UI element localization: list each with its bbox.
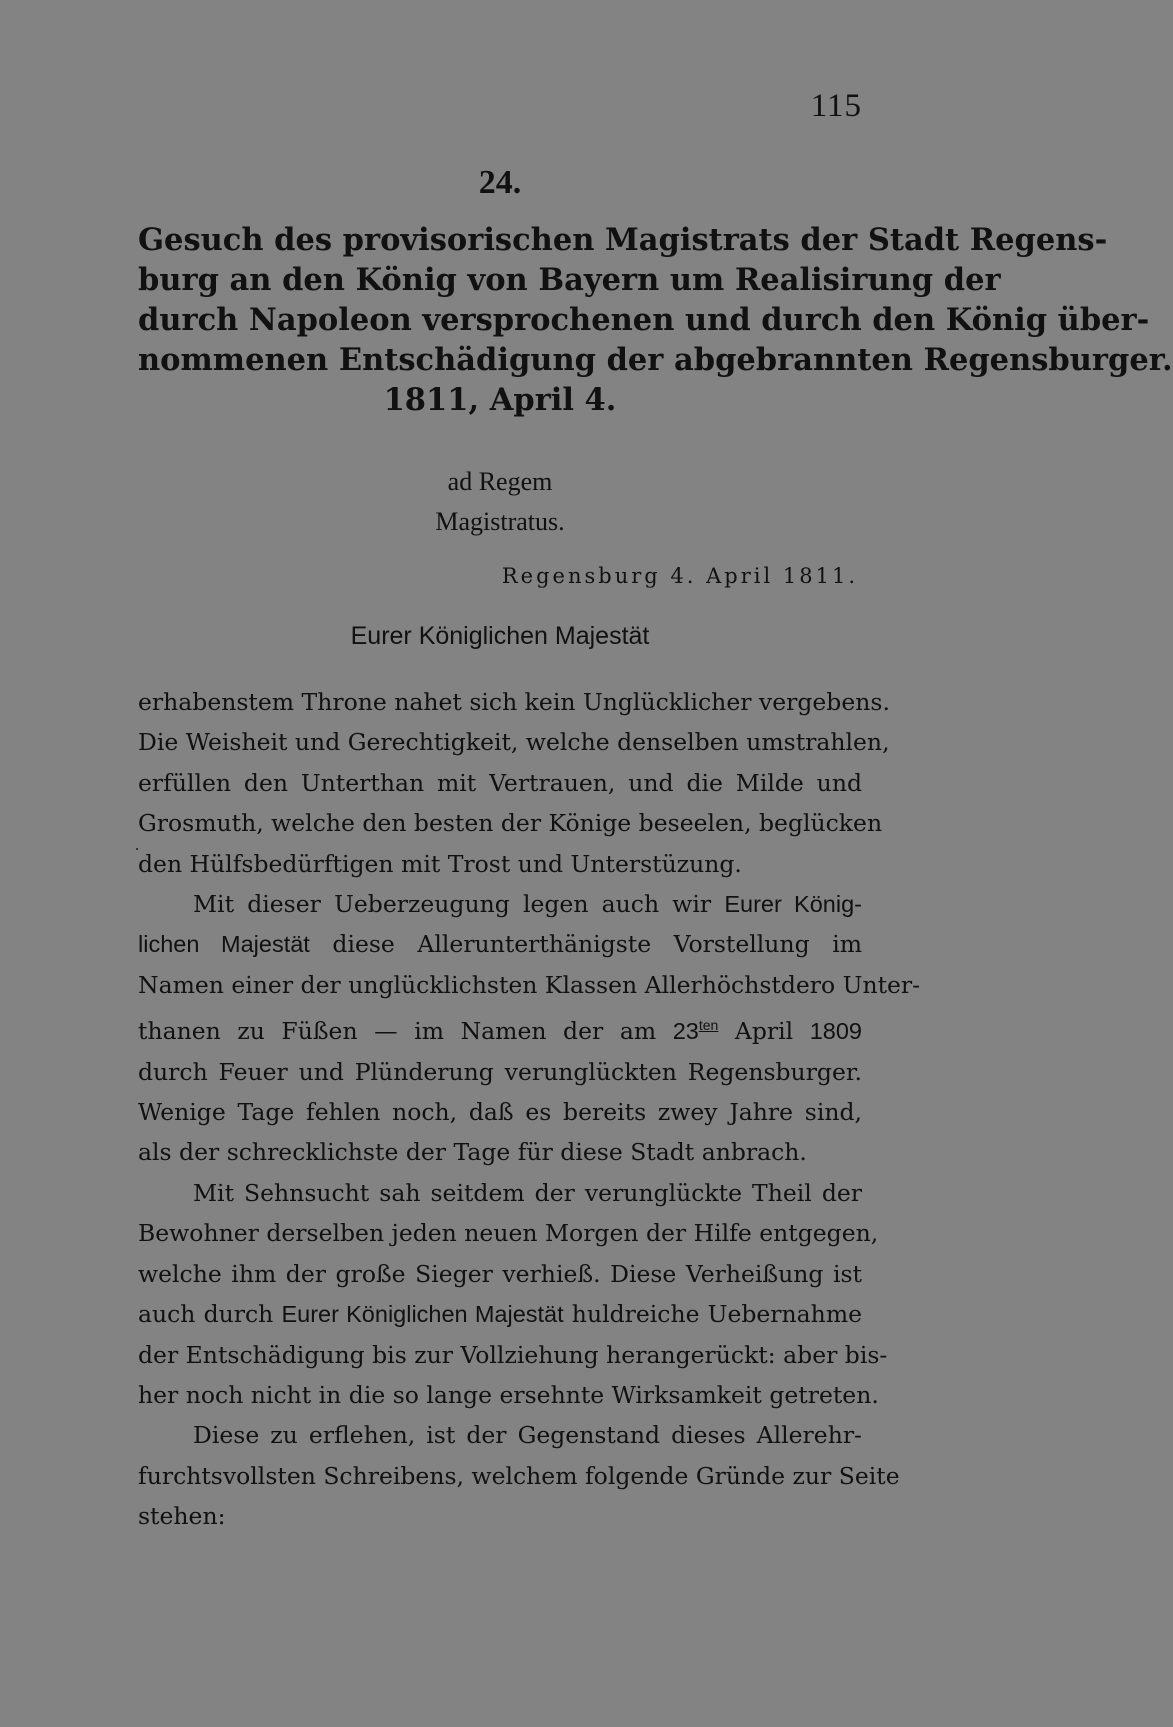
text-segment: diese Allerunterthänigste Vorstellung im [309,930,862,959]
latin-segment: 1809 [809,1018,862,1045]
latin-segment: Eurer König- [724,891,862,918]
page-number: 115 [810,88,862,124]
document-number: 24. [478,164,522,201]
text-segment: April [718,1017,810,1046]
title-line: Gesuch des provisorischen Magistrats der Stadt Regens- [138,222,1108,258]
text-line: Die Weisheit und Gerechtigkeit, welche denselben umstrahlen, [138,728,890,757]
title-line: durch Napoleon versprochenen und durch den König über- [138,302,1150,338]
text-line: stehen: [138,1502,226,1531]
title-line: nommenen Entschädigung der abgebrannten Regensburger. [138,342,1173,378]
ordinal-suffix: ten [698,1017,719,1034]
text-line: Mit Sehnsucht sah seitdem der verunglückte Theil der [193,1178,862,1207]
text-segment: thanen zu Füßen — im Namen der am [138,1017,673,1046]
text-line [138,924,862,964]
text-line: welche ihm der große Sieger verhieß. Diese Verheißung ist [138,1259,862,1288]
latin-segment: lichen Majestät [138,931,310,958]
text-line: erhabenstem Throne nahet sich kein Unglücklicher vergebens. [138,688,890,716]
text-line: als der schrecklichste der Tage für diese Stadt anbrach. [138,1138,807,1167]
document-title [138,220,1173,420]
text-line: durch Feuer und Plünderung verunglückten Regensburger. [138,1057,862,1086]
text-line: her noch nicht in die so lange ersehnte Wirksamkeit getreten. [138,1380,879,1409]
text-line: Grosmuth, welche den besten der Könige beseelen, beglücken [138,809,883,838]
title-date: 1811, April 4. [383,382,617,418]
letter-body [138,682,921,1537]
text-line: den Hülfsbedürftigen mit Trost und Unterstüzung. [138,849,742,878]
latin-segment: 23 [672,1018,699,1045]
dateline: Regensburg 4. April 1811. [501,564,858,588]
text-line: erfüllen den Unterthan mit Vertrauen, und die Milde und [138,768,862,797]
text-line: furchtsvollsten Schreibens, welchem folgende Gründe zur Seite [138,1461,900,1490]
text-segment: Mit dieser Ueberzeugung legen auch wir [193,890,725,919]
text-line: der Entschädigung bis zur Vollziehung herangerückt: aber bis- [138,1340,888,1369]
text-line: Namen einer der unglücklichsten Klassen Allerhöchstdero Unter- [138,970,921,999]
text-line: Diese zu erflehen, ist der Gegenstand dieses Allerehr- [193,1421,862,1450]
magistratus: Magistratus. [435,507,565,536]
ad-regem: ad Regem [447,467,553,496]
latin-segment: Eurer Königlichen Majestät [281,1301,564,1328]
title-line: burg an den König von Bayern um Realisirung der [138,262,1001,298]
text-line [138,884,862,924]
text-line [138,1294,862,1334]
text-line [138,1005,862,1051]
text-segment: auch durch [138,1300,282,1329]
text-line: Bewohner derselben jeden neuen Morgen der Hilfe entgegen, [138,1219,879,1248]
heading-block [0,462,1000,542]
text-line: Wenige Tage fehlen noch, daß es bereits zwey Jahre sind, [138,1098,862,1127]
text-segment: huldreiche Uebernahme [563,1300,863,1329]
address-line: Eurer Königlichen Majestät [350,622,650,650]
